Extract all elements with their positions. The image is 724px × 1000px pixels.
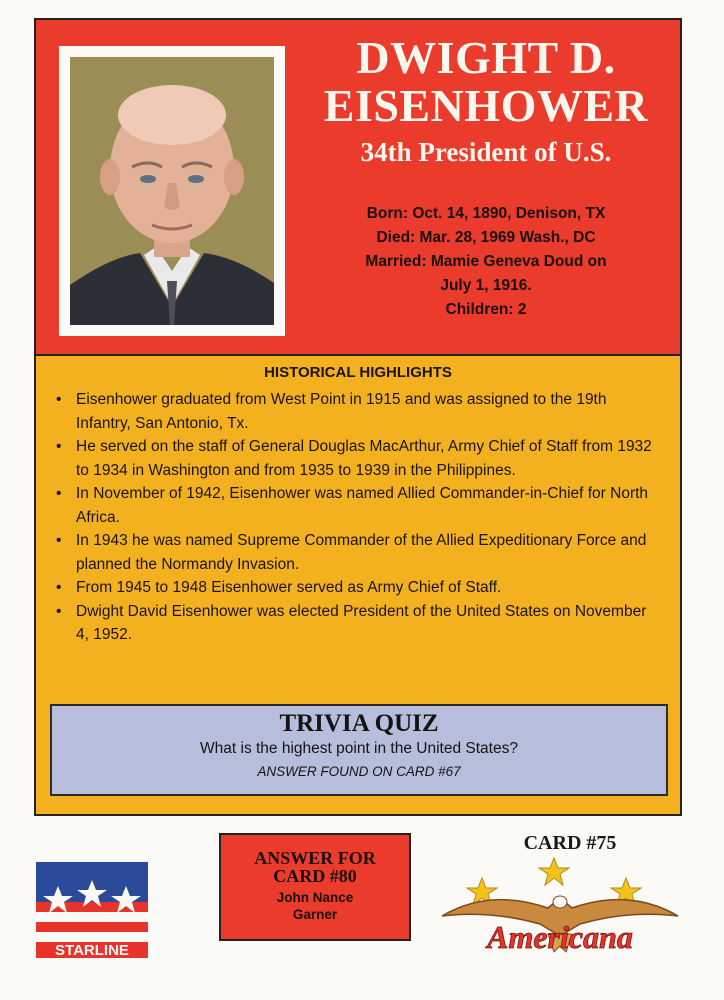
highlight-item: • Dwight David Eisenhower was elected President of the United States on November 4, 1952. <box>50 600 660 647</box>
name-line-1: DWIGHT D. <box>356 32 616 83</box>
answer-line-1: John Nance <box>276 890 354 905</box>
portrait-illustration <box>70 57 274 325</box>
card-front-panel <box>34 18 682 816</box>
highlights-list <box>50 388 660 647</box>
answer-heading <box>221 849 409 885</box>
answer-heading-line-1: ANSWER FOR <box>254 848 376 868</box>
trivia-box <box>50 704 668 796</box>
name-line-2: EISENHOWER <box>323 80 649 131</box>
highlight-item: • In November of 1942, Eisenhower was named Allied Commander-in-Chief for North Africa. <box>50 482 660 529</box>
starline-logo <box>36 862 148 958</box>
answer-heading-line-2: CARD #80 <box>273 866 357 886</box>
bio-died: Died: Mar. 28, 1969 Wash., DC <box>376 229 596 246</box>
president-subtitle: 34th President of U.S. <box>360 137 612 167</box>
americana-wordmark: Americana <box>487 919 633 955</box>
bio-born: Born: Oct. 14, 1890, Denison, TX <box>366 205 606 222</box>
answer-box <box>219 833 411 941</box>
answer-text <box>221 889 409 923</box>
highlight-item: • From 1945 to 1948 Eisenhower served as Army Chief of Staff. <box>50 576 660 600</box>
highlight-item: • Eisenhower graduated from West Point in 1915 and was assigned to the 19th Infantry, San Antonio, Tx. <box>50 388 660 435</box>
bio-children: Children: 2 <box>445 301 527 318</box>
answer-line-2: Garner <box>292 907 338 922</box>
bio-married-line-1: Married: Mamie Geneva Doud on <box>365 253 607 270</box>
star-icon <box>539 858 569 885</box>
highlights-section <box>36 356 680 814</box>
bio-married-line-2: July 1, 1916. <box>440 277 532 294</box>
portrait-frame <box>59 46 285 336</box>
portrait-photo <box>70 57 274 325</box>
president-name <box>288 34 684 130</box>
americana-logo <box>430 852 690 964</box>
starline-wordmark: STARLINE <box>55 942 129 958</box>
highlight-item: • He served on the staff of General Douglas MacArthur, Army Chief of Staff from 1932 to 1934 in Washington and from 1935 to 1939 in the Philippines. <box>50 435 660 482</box>
trivia-question: What is the highest point in the United States? <box>200 740 518 757</box>
bio-details <box>316 202 656 322</box>
card-number: CARD #75 <box>523 832 617 854</box>
highlight-item: • In 1943 he was named Supreme Commander of the Allied Expeditionary Force and planned the Normandy Invasion. <box>50 529 660 576</box>
header-section <box>36 20 680 356</box>
highlights-title: HISTORICAL HIGHLIGHTS <box>264 364 452 381</box>
trivia-answer-reference: ANSWER FOUND ON CARD #67 <box>257 764 461 779</box>
trivia-title: TRIVIA QUIZ <box>279 710 439 737</box>
